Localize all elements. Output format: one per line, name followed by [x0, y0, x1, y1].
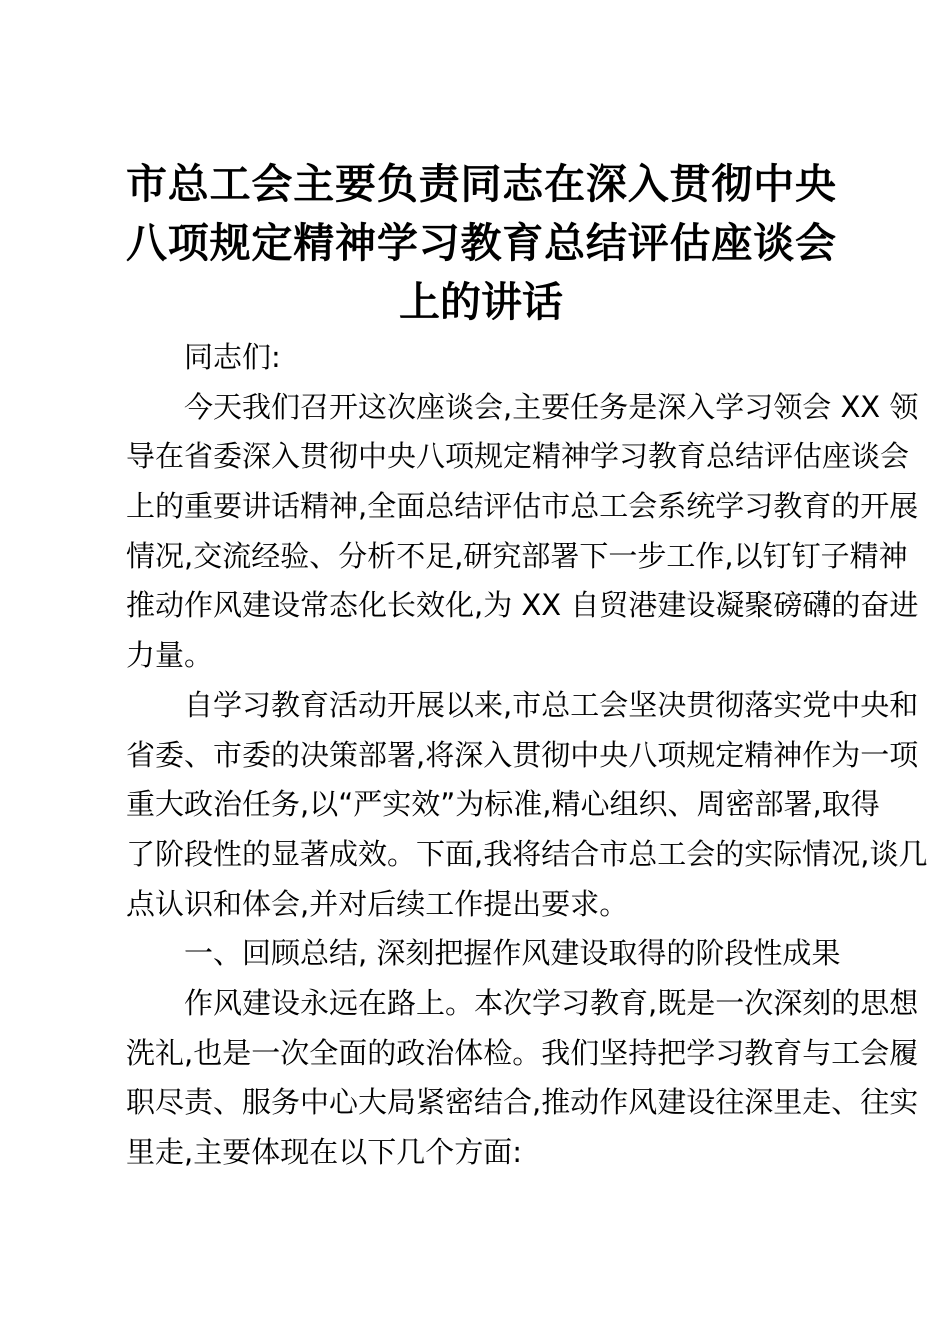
- paragraph-line: 今天我们召开这次座谈会,主要任务是深入学习领会 XX 领: [184, 389, 919, 424]
- paragraph-line: 作风建设永远在路上。本次学习教育,既是一次深刻的思想: [184, 985, 919, 1020]
- document-title: [126, 155, 836, 332]
- paragraph-line: 了阶段性的显著成效。下面,我将结合市总工会的实际情况,谈几: [126, 836, 928, 871]
- salutation: 同志们:: [184, 340, 281, 374]
- section-heading: 一、回顾总结, 深刻把握作风建设取得的阶段性成果: [184, 936, 841, 971]
- paragraph-line: 洗礼,也是一次全面的政治体检。我们坚持把学习教育与工会履: [126, 1035, 919, 1070]
- paragraph-line: 导在省委深入贯彻中央八项规定精神学习教育总结评估座谈会: [126, 439, 910, 474]
- paragraph-line: 推动作风建设常态化长效化,为 XX 自贸港建设凝聚磅礴的奋进: [126, 588, 919, 623]
- paragraph-line: 力量。: [126, 638, 214, 673]
- title-line: 上的讲话: [399, 278, 563, 326]
- paragraph-line: 情况,交流经验、分析不足,研究部署下一步工作,以钉钉子精神: [126, 538, 908, 573]
- paragraph-line: 重大政治任务,以“严实效”为标准,精心组织、周密部署,取得: [126, 787, 880, 822]
- paragraph-line: 自学习教育活动开展以来,市总工会坚决贯彻落实党中央和: [184, 687, 919, 722]
- paragraph-line: 职尽责、服务中心大局紧密结合,推动作风建设往深里走、往实: [126, 1085, 919, 1120]
- title-line: 市总工会主要负责同志在深入贯彻中央: [126, 160, 836, 208]
- title-line: 八项规定精神学习教育总结评估座谈会: [126, 219, 836, 267]
- document-body: [126, 333, 928, 1178]
- paragraph-line: 上的重要讲话精神,全面总结评估市总工会系统学习教育的开展: [126, 489, 919, 524]
- paragraph-line: 里走,主要体现在以下几个方面:: [126, 1135, 522, 1169]
- paragraph-line: 点认识和体会,并对后续工作提出要求。: [126, 886, 629, 921]
- paragraph-line: 省委、市委的决策部署,将深入贯彻中央八项规定精神作为一项: [126, 737, 919, 772]
